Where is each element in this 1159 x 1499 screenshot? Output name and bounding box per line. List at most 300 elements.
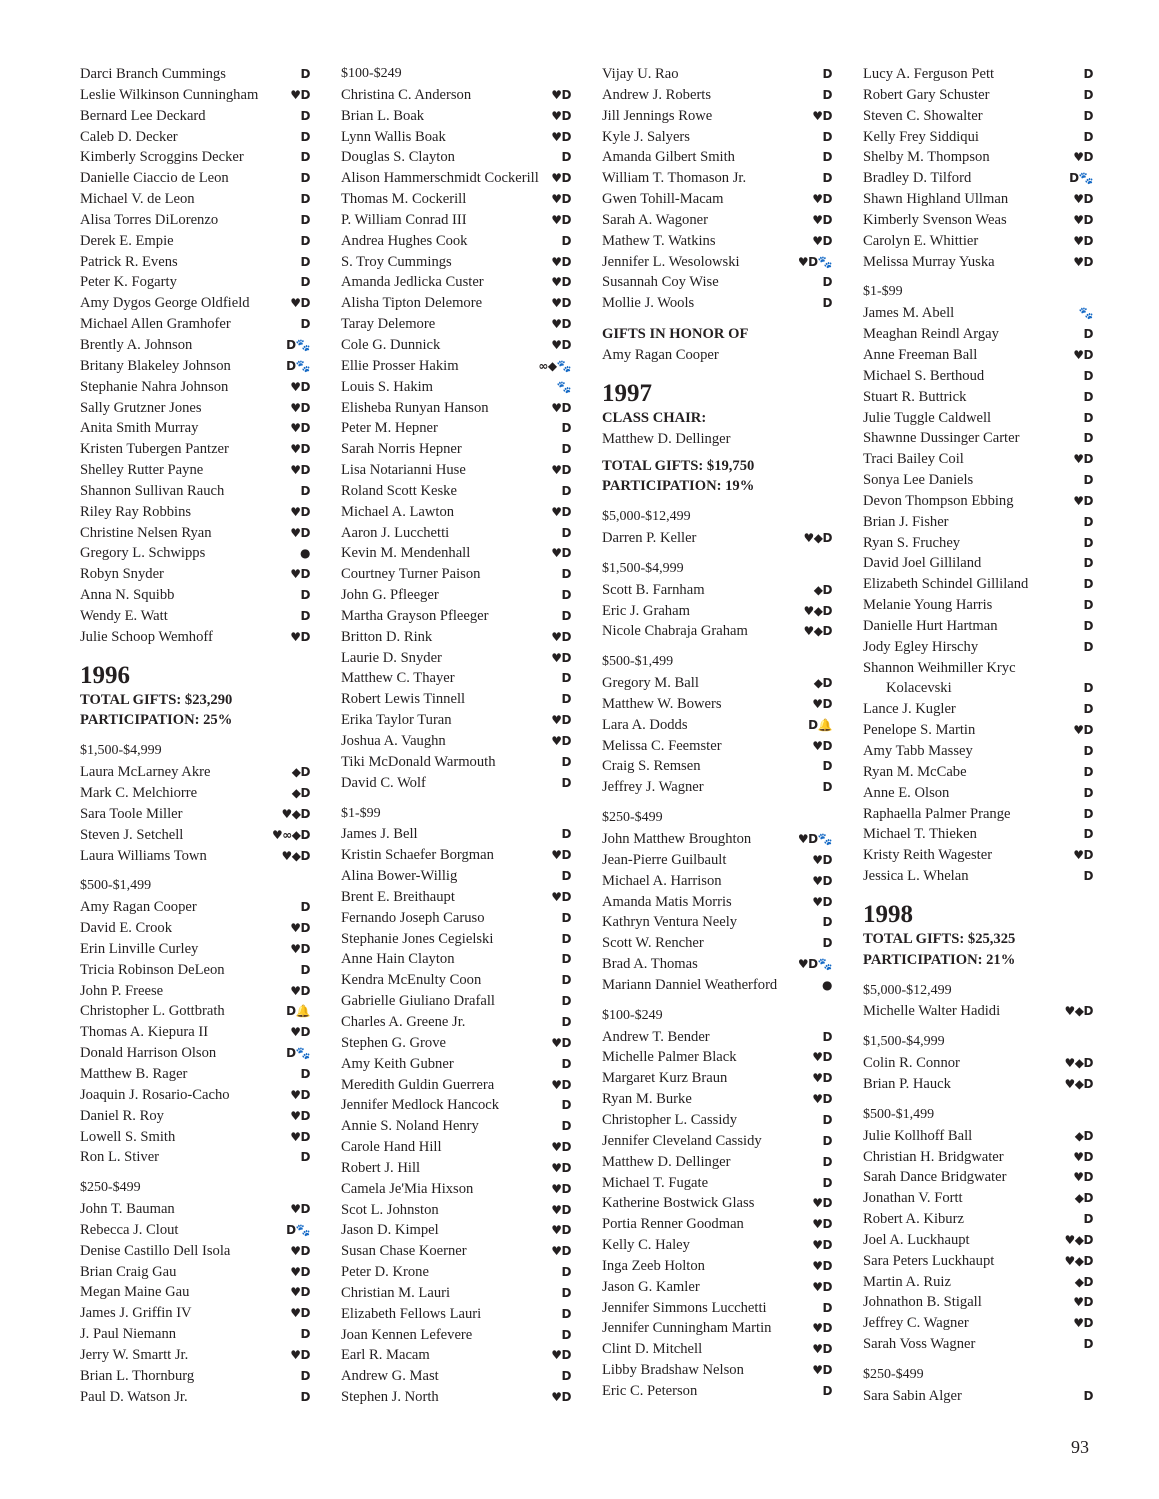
giving-club-icons: ♥D xyxy=(812,192,832,207)
donor-row xyxy=(341,606,571,627)
donor-name: Douglas S. Clayton xyxy=(341,149,455,166)
donor-name: Alisha Tipton Delemore xyxy=(341,295,483,312)
donor-name: Ellie Prosser Hakim xyxy=(341,357,459,374)
donor-row xyxy=(80,1043,310,1064)
donor-name: Michael T. Fugate xyxy=(602,1174,709,1191)
donor-name: Traci Bailey Coil xyxy=(863,451,964,468)
donor-row xyxy=(602,601,832,622)
donor-row xyxy=(80,189,310,210)
giving-club-icons: ♥D xyxy=(812,1196,832,1211)
donor-row xyxy=(80,168,310,189)
donor-row xyxy=(341,970,571,991)
donor-row xyxy=(341,439,571,460)
giving-club-icons: D xyxy=(561,692,571,707)
giving-club-icons: ♥D xyxy=(290,504,310,519)
donor-name: Denise Castillo Dell Isola xyxy=(80,1242,231,1259)
giving-club-icons: D xyxy=(822,915,832,930)
donor-name: Lance J. Kugler xyxy=(863,701,956,718)
giving-club-icons: D xyxy=(822,150,832,165)
donor-name: Lynn Wallis Boak xyxy=(341,128,446,145)
donor-row xyxy=(863,533,1093,554)
donor-row xyxy=(80,1324,310,1345)
donor-row xyxy=(602,1110,832,1131)
donor-name: Alisa Torres DiLorenzo xyxy=(80,211,219,228)
donor-name: Craig S. Remsen xyxy=(602,758,701,775)
giving-club-icons: D xyxy=(300,900,310,915)
giving-club-icons: ♥D xyxy=(290,1129,310,1144)
donor-name: Paul D. Watson Jr. xyxy=(80,1388,188,1405)
giving-club-icons: D xyxy=(822,780,832,795)
giving-club-icons: D xyxy=(561,1119,571,1134)
donor-name: Shannon Sullivan Rauch xyxy=(80,482,225,499)
donor-name: Kathryn Ventura Neely xyxy=(602,914,738,931)
donor-row xyxy=(80,1106,310,1127)
donor-row xyxy=(341,710,571,731)
donor-name: Amy Ragan Cooper xyxy=(602,346,719,363)
gift-level-heading: $100-$249 xyxy=(602,1007,663,1023)
giving-club-icons: ♥D xyxy=(290,87,310,102)
giving-club-icons: ♥D xyxy=(551,1390,571,1405)
donor-row xyxy=(80,1262,310,1283)
donor-row xyxy=(863,64,1093,85)
donor-name: Vijay U. Rao xyxy=(602,66,679,82)
giving-club-icons: ♥◆D xyxy=(803,531,832,546)
donor-row xyxy=(863,470,1093,491)
giving-club-icons: ♥D xyxy=(290,567,310,582)
donor-row xyxy=(80,85,310,106)
donor-row xyxy=(863,1074,1093,1095)
donor-row xyxy=(863,428,1093,449)
giving-club-icons: D xyxy=(1083,827,1093,842)
donor-row xyxy=(341,314,571,335)
donor-row xyxy=(341,887,571,908)
donor-row xyxy=(602,829,832,850)
giving-club-icons: D xyxy=(561,1369,571,1384)
giving-club-icons: D🐾 xyxy=(286,337,310,352)
donor-row xyxy=(863,595,1093,616)
donor-row xyxy=(863,252,1093,273)
donor-name: Julie Schoop Wemhoff xyxy=(80,628,213,645)
donor-row xyxy=(863,845,1093,866)
giving-club-icons: ♥D xyxy=(290,442,310,457)
gift-level-heading: $1,500-$4,999 xyxy=(602,560,684,576)
donor-name: Robert Lewis Tinnell xyxy=(341,691,466,708)
giving-club-icons: D xyxy=(561,1285,571,1300)
donor-name: James M. Abell xyxy=(863,305,955,322)
giving-club-icons: ♥D xyxy=(551,129,571,144)
giving-club-icons: ♥D xyxy=(1073,212,1093,227)
giving-club-icons: D xyxy=(1083,368,1093,383)
donor-row xyxy=(863,637,1093,658)
giving-club-icons: ♥D xyxy=(290,1347,310,1362)
donor-name: Tiki McDonald Warmouth xyxy=(341,753,496,770)
donor-row xyxy=(602,1298,832,1319)
donor-name: Jennifer L. Wesolowski xyxy=(602,253,740,270)
giving-club-icons: D xyxy=(561,150,571,165)
donor-name: Mariann Danniel Weatherford xyxy=(602,976,778,993)
donor-row xyxy=(602,1193,832,1214)
donor-name: Johnathon B. Stigall xyxy=(863,1294,982,1311)
giving-club-icons: D xyxy=(561,952,571,967)
donor-row xyxy=(80,543,310,564)
donor-row xyxy=(863,804,1093,825)
donor-name: Anna N. Squibb xyxy=(80,587,175,604)
giving-club-icons: D xyxy=(561,827,571,842)
giving-club-icons: ♥D xyxy=(290,1087,310,1102)
giving-club-icons: D xyxy=(300,233,310,248)
donor-name: Andrew G. Mast xyxy=(341,1368,439,1385)
giving-club-icons: D xyxy=(561,588,571,603)
giving-club-icons: D xyxy=(1083,785,1093,800)
giving-club-icons: D xyxy=(300,483,310,498)
giving-club-icons: D xyxy=(561,442,571,457)
donor-row xyxy=(863,303,1093,324)
donor-name: Brad A. Thomas xyxy=(602,956,698,973)
donor-name: Gwen Tohill-Macam xyxy=(602,191,724,208)
donor-name: Sally Grutzner Jones xyxy=(80,399,202,416)
giving-club-icons: D xyxy=(561,421,571,436)
donor-name: David C. Wolf xyxy=(341,774,426,791)
donor-name: Sarah Dance Bridgwater xyxy=(863,1169,1007,1186)
donor-name: Anne Hain Clayton xyxy=(341,951,455,968)
giving-club-icons: D xyxy=(822,171,832,186)
giving-club-icons: D xyxy=(1083,431,1093,446)
donor-name: Anne E. Olson xyxy=(863,784,950,801)
giving-club-icons: D xyxy=(1083,129,1093,144)
giving-club-icons: ♥D xyxy=(290,941,310,956)
donor-row xyxy=(80,564,310,585)
donor-row xyxy=(341,824,571,845)
donor-row xyxy=(863,1251,1093,1272)
donor-row xyxy=(602,1235,832,1256)
donor-name: Meaghan Reindl Argay xyxy=(863,326,999,343)
donor-row xyxy=(80,335,310,356)
donor-row xyxy=(341,585,571,606)
giving-club-icons: ♥D xyxy=(290,379,310,394)
donor-row xyxy=(602,168,832,189)
donor-name: Andrew J. Roberts xyxy=(602,86,712,103)
donor-name: Rebecca J. Clout xyxy=(80,1221,179,1238)
giving-club-icons: D xyxy=(1083,639,1093,654)
donor-row xyxy=(341,949,571,970)
donor-name: Amy Tabb Massey xyxy=(863,743,973,759)
giving-club-icons: ◆D xyxy=(1074,1191,1093,1206)
gift-level-heading: $1,500-$4,999 xyxy=(863,1034,945,1050)
giving-club-icons: ♥D xyxy=(551,1223,571,1238)
giving-club-icons: D🔔 xyxy=(286,1004,310,1019)
giving-club-icons: ♥D xyxy=(551,1035,571,1050)
donor-row xyxy=(341,1137,571,1158)
donor-name: Joshua A. Vaughn xyxy=(341,733,446,749)
donor-name: Ryan M. Burke xyxy=(602,1091,692,1108)
donor-name: Libby Bradshaw Nelson xyxy=(602,1362,744,1379)
donor-row xyxy=(863,366,1093,387)
donor-row xyxy=(863,127,1093,148)
giving-club-icons: D xyxy=(561,233,571,248)
donor-name: Andrew T. Bender xyxy=(602,1028,710,1045)
donor-name: Lara A. Dodds xyxy=(602,716,688,733)
donor-row xyxy=(80,147,310,168)
donor-name: Susan Chase Koerner xyxy=(341,1243,467,1260)
donor-name: S. Troy Cummings xyxy=(341,253,452,270)
giving-club-icons: ∞◆🐾 xyxy=(538,358,571,373)
donor-row xyxy=(341,398,571,419)
donor-name: Amy Keith Gubner xyxy=(341,1055,454,1072)
giving-club-icons: ♥D xyxy=(551,1348,571,1363)
giving-club-icons: D xyxy=(300,1066,310,1081)
giving-club-icons: ♥D xyxy=(1073,254,1093,269)
donor-row xyxy=(80,1064,310,1085)
donor-row xyxy=(341,335,571,356)
gift-level-heading: $1-$99 xyxy=(863,284,903,300)
giving-club-icons: D xyxy=(300,171,310,186)
donor-name: Alison Hammerschmidt Cockerill xyxy=(341,170,539,187)
donor-row xyxy=(80,523,310,544)
donor-row xyxy=(602,189,832,210)
donor-row xyxy=(863,147,1093,168)
giving-club-icons: ♥D xyxy=(551,108,571,123)
donor-name: Elizabeth Schindel Gilliland xyxy=(863,576,1029,593)
donor-row xyxy=(863,345,1093,366)
giving-club-icons: D xyxy=(1083,108,1093,123)
donor-row xyxy=(602,1381,832,1402)
donor-row xyxy=(602,673,832,694)
donor-row xyxy=(80,627,310,648)
gift-level-heading: $250-$499 xyxy=(863,1366,924,1382)
donor-name: Annie S. Noland Henry xyxy=(341,1118,479,1135)
donor-row xyxy=(863,678,1093,699)
giving-club-icons: D xyxy=(1083,410,1093,425)
giving-club-icons: D xyxy=(300,67,310,81)
donor-name: Laura McLarney Akre xyxy=(80,764,211,781)
giving-club-icons: ♥∞◆D xyxy=(272,827,310,842)
gift-level-heading: $250-$499 xyxy=(80,1180,141,1196)
donor-name: Steven J. Setchell xyxy=(80,826,184,843)
giving-club-icons: ♥D xyxy=(1073,1295,1093,1310)
giving-club-icons: D xyxy=(1083,681,1093,696)
gift-level-heading: $5,000-$12,499 xyxy=(602,509,691,525)
donor-row xyxy=(341,189,571,210)
donor-row xyxy=(80,846,310,867)
donor-row xyxy=(602,621,832,642)
giving-club-icons: D xyxy=(300,254,310,269)
donor-row xyxy=(602,777,832,798)
donor-row xyxy=(602,147,832,168)
giving-club-icons: ♥D xyxy=(812,894,832,909)
giving-club-icons: D xyxy=(300,1389,310,1404)
giving-club-icons: ♥D xyxy=(812,1258,832,1273)
donor-name: Lucy A. Ferguson Pett xyxy=(863,66,995,82)
donor-row xyxy=(80,1345,310,1366)
donor-name: Stephanie Nahra Johnson xyxy=(80,378,229,395)
giving-club-icons: D xyxy=(1083,535,1093,550)
giving-club-icons: ♥D xyxy=(290,1025,310,1040)
donor-row xyxy=(341,1012,571,1033)
giving-club-icons: D xyxy=(1083,806,1093,821)
gift-level-heading: $500-$1,499 xyxy=(602,654,674,670)
donor-row xyxy=(602,85,832,106)
donor-row xyxy=(863,231,1093,252)
donor-name: Michael S. Berthoud xyxy=(863,367,985,384)
donor-row xyxy=(863,1272,1093,1293)
giving-club-icons: D🔔 xyxy=(808,717,832,732)
donor-name: Amanda Gilbert Smith xyxy=(602,149,735,166)
giving-club-icons: ♥◆D xyxy=(803,624,832,639)
giving-club-icons: D xyxy=(1083,618,1093,633)
donor-row xyxy=(602,106,832,127)
donor-name: Inga Zeeb Holton xyxy=(602,1257,705,1274)
giving-club-icons: D xyxy=(561,1056,571,1071)
donor-row xyxy=(863,210,1093,231)
giving-club-icons: ♥D xyxy=(812,233,832,248)
donor-row xyxy=(80,210,310,231)
giving-club-icons: ♥D xyxy=(551,504,571,519)
giving-club-icons: ♥D xyxy=(290,921,310,936)
donor-name: Sonya Lee Daniels xyxy=(863,472,974,489)
donor-row xyxy=(341,106,571,127)
donor-name: James J. Griffin IV xyxy=(80,1305,192,1322)
giving-club-icons: D xyxy=(561,1327,571,1342)
donor-row xyxy=(602,912,832,933)
donor-name: Mark C. Melchiorre xyxy=(80,785,198,801)
donor-row xyxy=(863,574,1093,595)
donor-name: William T. Thomason Jr. xyxy=(602,170,747,187)
giving-club-icons: ♥D xyxy=(551,629,571,644)
donor-name: Penelope S. Martin xyxy=(863,722,976,739)
donor-row xyxy=(341,1033,571,1054)
giving-club-icons: ♥D xyxy=(290,1306,310,1321)
donor-name: Julie Kollhoff Ball xyxy=(863,1127,973,1144)
donor-name: Kevin M. Mendenhall xyxy=(341,545,471,562)
donor-name: Cole G. Dunnick xyxy=(341,336,441,353)
giving-club-icons: ♥D xyxy=(1073,150,1093,165)
donor-row xyxy=(80,64,310,85)
donor-name: Jerry W. Smartt Jr. xyxy=(80,1346,189,1363)
donor-name: Camela Je'Mia Hixson xyxy=(341,1180,474,1197)
donor-row xyxy=(80,1303,310,1324)
donor-name: Jennifer Medlock Hancock xyxy=(341,1097,500,1114)
donor-name: John G. Pfleeger xyxy=(341,587,439,604)
donor-name: Peter K. Fogarty xyxy=(80,274,177,291)
giving-club-icons: D xyxy=(822,129,832,144)
donor-name: Shelley Rutter Payne xyxy=(80,462,204,479)
donor-row xyxy=(602,1360,832,1381)
donor-row xyxy=(80,481,310,502)
giving-club-icons: D xyxy=(1083,473,1093,488)
donor-name: Bernard Lee Deckard xyxy=(80,107,206,124)
giving-club-icons: ♥D xyxy=(812,1363,832,1378)
donor-row xyxy=(341,523,571,544)
donor-name: Kristin Schaefer Borgman xyxy=(341,847,494,864)
donor-row xyxy=(341,85,571,106)
donor-row xyxy=(341,1262,571,1283)
giving-club-icons: ♥D xyxy=(812,873,832,888)
donor-row xyxy=(863,1292,1093,1313)
giving-club-icons: D xyxy=(1083,1212,1093,1227)
donor-name: Jennifer Simmons Lucchetti xyxy=(602,1299,767,1316)
giving-club-icons: ♥◆D xyxy=(1064,1253,1093,1268)
donor-row xyxy=(80,960,310,981)
donor-name: Margaret Kurz Braun xyxy=(602,1070,728,1087)
giving-club-icons: ♥D xyxy=(812,1342,832,1357)
donor-row xyxy=(602,954,832,975)
giving-club-icons: ♥D xyxy=(1073,347,1093,362)
donor-name: Thomas A. Kiepura II xyxy=(80,1024,209,1041)
donor-row xyxy=(602,850,832,871)
donor-name: Jennifer Cunningham Martin xyxy=(602,1320,772,1337)
donor-name: Jeffrey J. Wagner xyxy=(602,779,704,796)
donor-name: Amy Dygos George Oldfield xyxy=(80,295,250,312)
giving-club-icons: D xyxy=(300,588,310,603)
donor-name: Roland Scott Keske xyxy=(341,482,457,499)
giving-club-icons: ◆D xyxy=(813,582,832,597)
donor-row xyxy=(80,377,310,398)
donor-row xyxy=(341,845,571,866)
class-year-heading: 1998 xyxy=(863,900,913,928)
giving-club-icons: ♥D xyxy=(551,1202,571,1217)
donor-name: Scot L. Johnston xyxy=(341,1201,439,1218)
donor-row xyxy=(341,147,571,168)
giving-club-icons: D xyxy=(561,671,571,686)
donor-name: Michael V. de Leon xyxy=(80,191,195,208)
giving-club-icons: D xyxy=(300,212,310,227)
donor-name: Mathew T. Watkins xyxy=(602,232,716,249)
donor-name: Brian L. Thornburg xyxy=(80,1367,195,1384)
giving-club-icons: D xyxy=(561,869,571,884)
donor-row xyxy=(341,689,571,710)
donor-name: Kyle J. Salyers xyxy=(602,128,690,145)
donor-name: Tricia Robinson DeLeon xyxy=(80,961,225,978)
giving-club-icons: D xyxy=(300,1327,310,1342)
donor-name: Matthew D. Dellinger xyxy=(602,1153,731,1170)
giving-club-icons: D xyxy=(822,87,832,102)
giving-club-icons: ♥D xyxy=(551,1244,571,1259)
donor-name: Fernando Joseph Caruso xyxy=(341,909,485,926)
donor-row xyxy=(863,106,1093,127)
donor-row xyxy=(863,324,1093,345)
donor-row xyxy=(80,1282,310,1303)
donor-name: Matthew W. Bowers xyxy=(602,695,722,712)
donor-name: Jean-Pierre Guilbault xyxy=(602,851,727,868)
class-stat: PARTICIPATION: 19% xyxy=(602,478,755,495)
giving-club-icons: D xyxy=(300,192,310,207)
giving-club-icons: D xyxy=(561,1306,571,1321)
donor-name: Thomas M. Cockerill xyxy=(341,191,467,208)
donor-row xyxy=(863,741,1093,762)
donor-name: Elisheba Runyan Hanson xyxy=(341,399,489,416)
donor-row xyxy=(341,1220,571,1241)
donor-name: Megan Maine Gau xyxy=(80,1284,190,1301)
donor-name: Amanda Jedlicka Custer xyxy=(341,274,484,291)
giving-club-icons: ♥D xyxy=(812,1238,832,1253)
donor-name: Jason G. Kamler xyxy=(602,1278,700,1295)
giving-club-icons: D xyxy=(1083,1388,1093,1403)
donor-row xyxy=(80,293,310,314)
donor-name: Lisa Notarianni Huse xyxy=(341,462,466,479)
donor-row xyxy=(602,528,832,549)
giving-club-icons: ♥D xyxy=(551,713,571,728)
donor-row xyxy=(863,866,1093,887)
donor-name: Erika Taylor Turan xyxy=(341,712,452,729)
donor-row xyxy=(602,1173,832,1194)
donor-row xyxy=(863,1209,1093,1230)
donor-row xyxy=(341,564,571,585)
donor-row xyxy=(341,752,571,773)
donor-row xyxy=(863,1386,1093,1407)
donor-row xyxy=(602,694,832,715)
donor-row xyxy=(341,168,571,189)
section-heading: GIFTS IN HONOR OF xyxy=(602,326,749,343)
